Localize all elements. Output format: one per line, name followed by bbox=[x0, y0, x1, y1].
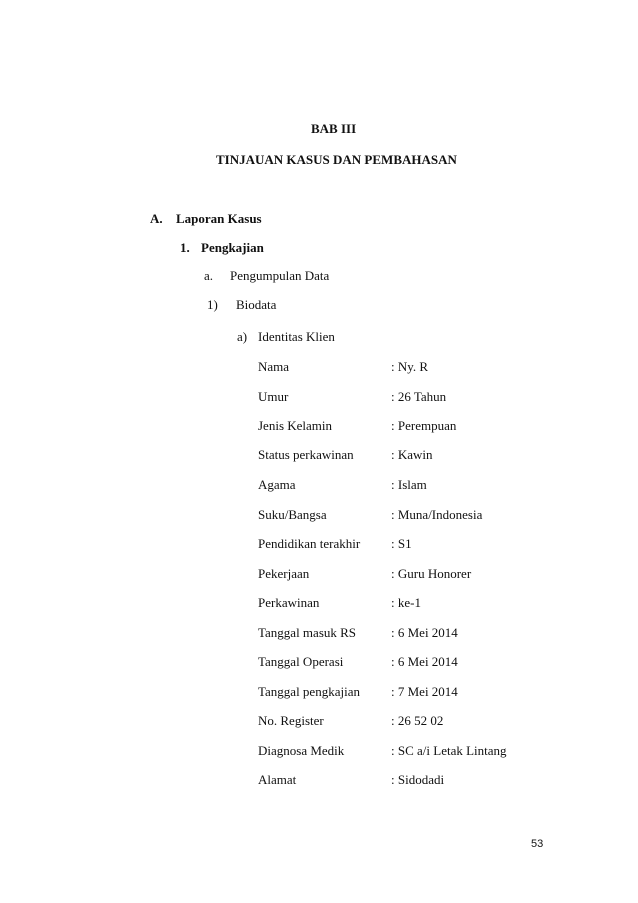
field-label: Umur bbox=[258, 389, 289, 404]
field-value: : Islam bbox=[391, 477, 427, 492]
field-label: Nama bbox=[258, 359, 290, 374]
field-label: Tanggal pengkajian bbox=[258, 684, 360, 699]
field-label: Jenis Kelamin bbox=[258, 418, 333, 433]
field-value: : Kawin bbox=[391, 447, 433, 462]
field-row bbox=[258, 567, 558, 583]
item-a-marker: a. bbox=[204, 268, 214, 283]
field-label: Tanggal Operasi bbox=[258, 654, 344, 669]
field-value: : 6 Mei 2014 bbox=[391, 654, 458, 669]
item-a-label: Pengumpulan Data bbox=[230, 268, 330, 283]
field-value: : Sidodadi bbox=[391, 772, 445, 787]
field-value: : 6 Mei 2014 bbox=[391, 625, 458, 640]
field-label: Alamat bbox=[258, 772, 297, 787]
item-a2-marker: a) bbox=[237, 329, 248, 344]
field-row bbox=[258, 655, 558, 671]
field-value: : ke-1 bbox=[391, 595, 421, 610]
section-label: Laporan Kasus bbox=[176, 211, 262, 226]
field-row bbox=[258, 714, 558, 730]
field-value: : S1 bbox=[391, 536, 412, 551]
field-row bbox=[258, 390, 558, 406]
field-value: : 26 Tahun bbox=[391, 389, 447, 404]
field-label: Agama bbox=[258, 477, 296, 492]
field-row bbox=[258, 419, 558, 435]
field-row bbox=[258, 685, 558, 701]
field-value: : Ny. R bbox=[391, 359, 429, 374]
field-row bbox=[258, 448, 558, 464]
field-label: Pendidikan terakhir bbox=[258, 536, 361, 551]
chapter-heading: BAB III bbox=[311, 121, 357, 136]
field-value: : 26 52 02 bbox=[391, 713, 444, 728]
field-label: No. Register bbox=[258, 713, 324, 728]
field-row bbox=[258, 773, 558, 789]
page-number: 53 bbox=[531, 838, 544, 850]
field-row bbox=[258, 508, 558, 524]
field-value: : 7 Mei 2014 bbox=[391, 684, 458, 699]
field-label: Perkawinan bbox=[258, 595, 320, 610]
field-label: Diagnosa Medik bbox=[258, 743, 345, 758]
subsection-marker: 1. bbox=[180, 240, 190, 255]
field-value: : SC a/i Letak Lintang bbox=[391, 743, 507, 758]
field-label: Tanggal masuk RS bbox=[258, 625, 357, 640]
field-value: : Perempuan bbox=[391, 418, 457, 433]
section-marker: A. bbox=[150, 211, 163, 226]
field-row bbox=[258, 478, 558, 494]
field-value: : Guru Honorer bbox=[391, 566, 472, 581]
field-row bbox=[258, 626, 558, 642]
field-row bbox=[258, 537, 558, 553]
field-row bbox=[258, 360, 558, 376]
field-label: Pekerjaan bbox=[258, 566, 310, 581]
subsection-label: Pengkajian bbox=[201, 240, 264, 255]
field-row bbox=[258, 596, 558, 612]
field-label: Suku/Bangsa bbox=[258, 507, 327, 522]
field-row bbox=[258, 744, 558, 760]
item-a2-label: Identitas Klien bbox=[258, 329, 335, 344]
item-1-marker: 1) bbox=[207, 297, 218, 312]
field-label: Status perkawinan bbox=[258, 447, 354, 462]
field-value: : Muna/Indonesia bbox=[391, 507, 483, 522]
item-1-label: Biodata bbox=[236, 297, 277, 312]
chapter-title: TINJAUAN KASUS DAN PEMBAHASAN bbox=[216, 152, 457, 167]
